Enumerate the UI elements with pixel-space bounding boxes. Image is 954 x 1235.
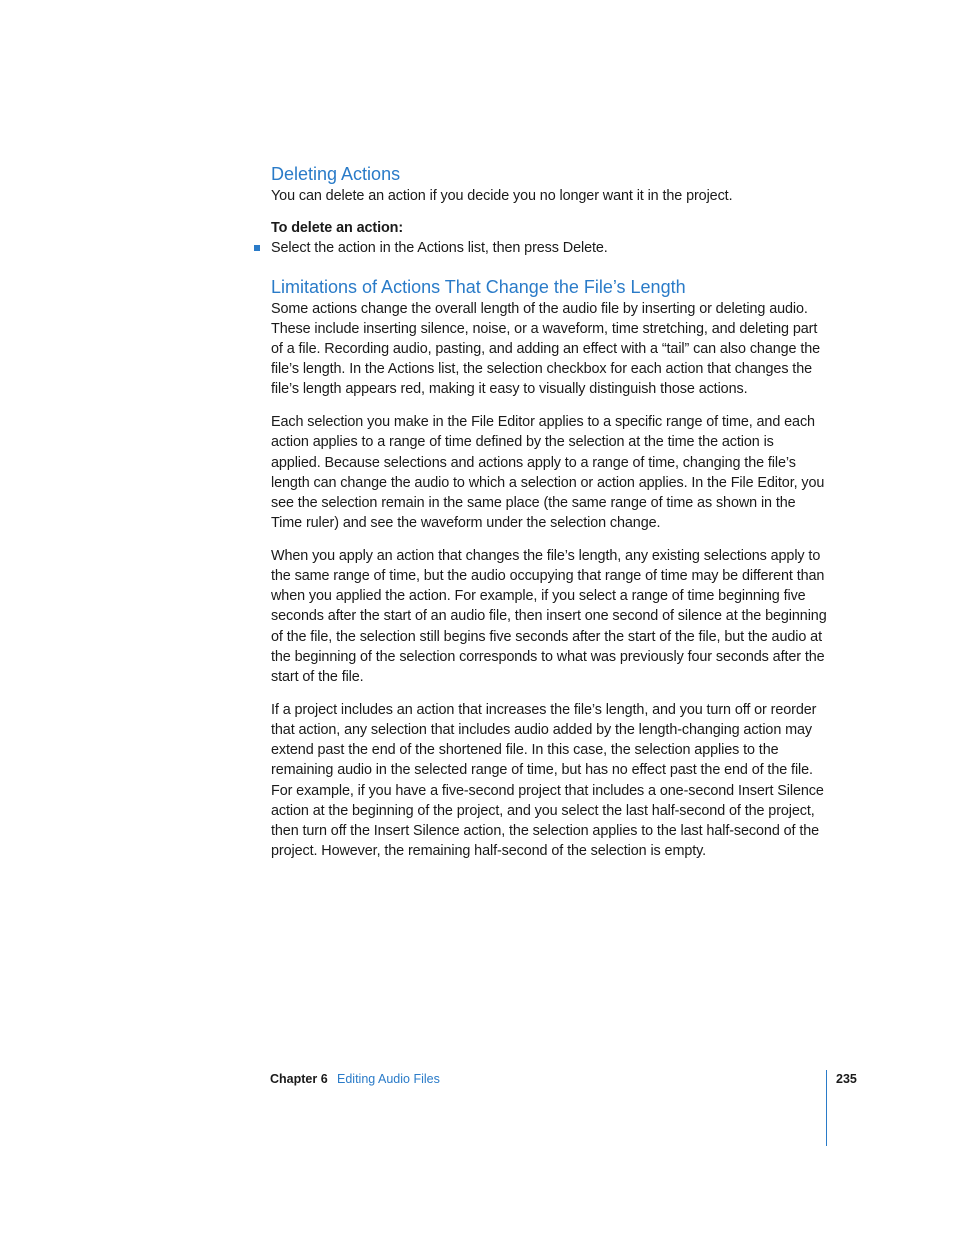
task-steps-list — [271, 238, 827, 258]
list-item — [271, 238, 827, 258]
section-intro: You can delete an action if you decide you no longer want it in the project. — [271, 188, 733, 204]
section-heading-limitations: Limitations of Actions That Change the File’s Length — [271, 276, 686, 297]
task-label: To delete an action: — [271, 220, 404, 237]
body-paragraph: If a project includes an action that increases the file’s length, and you turn off or reorder that action, any selection that includes audio added by the length-changing action may extend past the end of the shortened file. In this case, the selection applies to the remaining audio in the selected range of time, but has no effect past the end of the file. For example, if you have a five-second project that includes a one-second Insert Silence action at the beginning of the project, and you select the last half-second of the project, then turn off the Insert Silence action, the selection applies to the last half-second of the project. However, the remaining half-second of the selection is empty. — [271, 701, 824, 860]
page-number: 235 — [836, 1072, 857, 1086]
body-paragraph: Each selection you make in the File Editor applies to a specific range of time, and each action applies to a range of time defined by the selection at the time the action is applied. Because selections and actions apply to a range of time, changing the file’s length can change the audio to which a selection or action applies. In the File Editor, you see the selection remain in the same place (the same range of time as shown in the Time ruler) and see the waveform under the selection change. — [271, 414, 825, 532]
square-bullet-icon — [254, 245, 260, 251]
chapter-title-link[interactable]: Editing Audio Files — [337, 1072, 440, 1086]
chapter-label: Chapter 6 — [270, 1072, 328, 1086]
footer-divider — [826, 1070, 827, 1146]
page-footer — [270, 1072, 860, 1092]
step-text: Select the action in the Actions list, then press Delete. — [271, 240, 608, 257]
page-content — [271, 162, 827, 861]
body-paragraph: When you apply an action that changes the file’s length, any existing selections apply to the same range of time, but the audio occupying that range of time may be different than when you applied the action. For example, if you select a range of time beginning five seconds after the start of an audio file, then insert one second of silence at the beginning of the file, the selection still begins five seconds after the start of the file, but the audio at the beginning of the selection corresponds to what was previously four seconds after the start of the file. — [271, 547, 827, 686]
body-paragraph: Some actions change the overall length of the audio file by inserting or deleting audio. These include inserting silence, noise, or a waveform, time stretching, and deleting part of a file. Recording audio, pasting, and adding an effect with a “tail” can also change the file’s length. In the Actions list, the selection checkbox for each action that changes the file’s length appears red, making it easy to visually distinguish those actions. — [271, 300, 821, 398]
section-heading-deleting-actions: Deleting Actions — [271, 164, 401, 184]
